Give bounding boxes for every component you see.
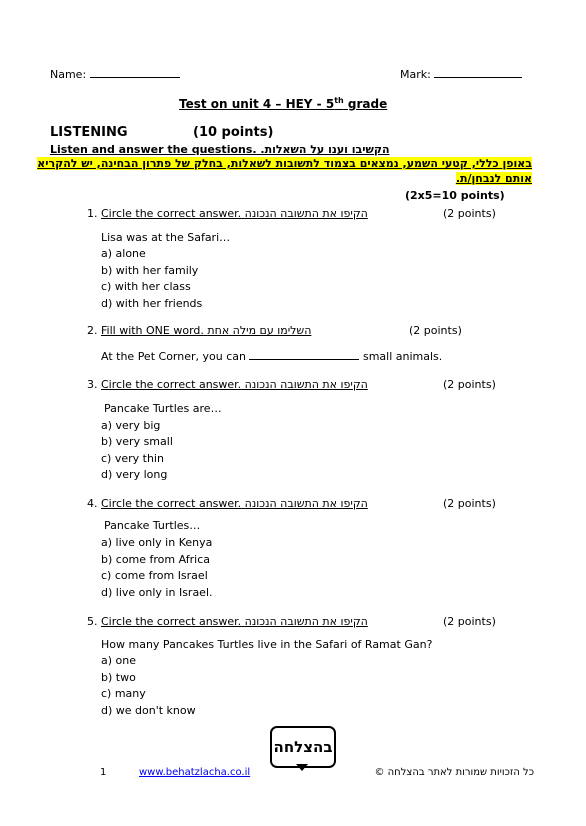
mark-blank[interactable] — [434, 77, 522, 78]
question-number: 4. — [87, 497, 98, 510]
question-4-stem: Pancake Turtles… — [104, 519, 201, 532]
title-main: Test on unit 4 – HEY - 5 — [179, 97, 335, 111]
page-title — [179, 96, 387, 111]
question-1-option-d[interactable]: d) with her friends — [101, 297, 203, 310]
question-5-stem: How many Pancakes Turtles live in the Safari of Ramat Gan? — [101, 638, 433, 651]
question-number: 2. — [87, 324, 98, 337]
name-line — [50, 68, 180, 81]
name-blank[interactable] — [90, 77, 180, 78]
logo-text: בהצלחה — [273, 738, 333, 756]
copyright-notice: כל הזכויות שמורות לאתר בהצלחה © — [374, 767, 534, 778]
question-instruction: Circle the correct answer. הקיפו את התשובה הנכונה — [101, 615, 368, 628]
title-sup: th — [334, 96, 344, 105]
question-1-stem: Lisa was at the Safari… — [101, 231, 231, 244]
sentence-after: small animals. — [362, 350, 443, 363]
teacher-note-line1: באופן כללי, קטעי השמע, נמצאים בצמוד לתשובות לשאלות, בחלק של פתרון הבחינה, יש להקריא — [37, 157, 532, 170]
website-link[interactable]: www.behatzlacha.co.il — [139, 767, 251, 778]
question-3-option-c[interactable]: c) very thin — [101, 452, 164, 465]
section-title: LISTENING — [50, 125, 128, 140]
question-number: 5. — [87, 615, 98, 628]
question-4-option-b[interactable]: b) come from Africa — [101, 553, 210, 566]
question-3-points: (2 points) — [443, 378, 496, 391]
behatzlacha-logo — [270, 726, 336, 768]
question-instruction: Fill with ONE word. השלימו עם מילה אחת — [101, 324, 312, 337]
question-5-option-b[interactable]: b) two — [101, 671, 136, 684]
question-2-header — [87, 324, 311, 337]
title-suffix: grade — [343, 97, 388, 111]
question-2-sentence — [101, 350, 442, 363]
question-5-points: (2 points) — [443, 615, 496, 628]
question-number: 3. — [87, 378, 98, 391]
question-4-option-a[interactable]: a) live only in Kenya — [101, 536, 213, 549]
question-1-option-c[interactable]: c) with her class — [101, 280, 191, 293]
question-3-stem: Pancake Turtles are… — [104, 402, 222, 415]
instruction-en: Listen and answer the questions. — [50, 143, 257, 156]
name-label: Name: — [50, 68, 87, 81]
question-5-header — [87, 615, 368, 628]
question-4-header — [87, 497, 368, 510]
question-3-option-d[interactable]: d) very long — [101, 468, 168, 481]
question-2-points: (2 points) — [409, 324, 462, 337]
question-3-option-b[interactable]: b) very small — [101, 435, 173, 448]
question-2-answer-blank[interactable] — [249, 359, 359, 360]
question-3-header — [87, 378, 368, 391]
question-4-points: (2 points) — [443, 497, 496, 510]
logo-speech-tail — [296, 764, 308, 771]
instruction-he: הקשיבו וענו על השאלות. — [260, 143, 390, 156]
question-instruction: Circle the correct answer. הקיפו את התשובה הנכונה — [101, 207, 368, 220]
question-1-header — [87, 207, 368, 220]
page-number: 1 — [100, 767, 107, 778]
section-instruction — [50, 143, 390, 156]
question-5-option-c[interactable]: c) many — [101, 687, 146, 700]
section-points: (10 points) — [193, 125, 274, 140]
sentence-before: At the Pet Corner, you can — [101, 350, 246, 363]
question-1-option-a[interactable]: a) alone — [101, 247, 146, 260]
scoring-note: (2x5=10 points) — [405, 189, 505, 202]
mark-line — [400, 68, 522, 81]
mark-label: Mark: — [400, 68, 431, 81]
teacher-note-line2: אותם לנבחן/ת. — [455, 172, 532, 185]
question-1-option-b[interactable]: b) with her family — [101, 264, 199, 277]
question-5-option-d[interactable]: d) we don't know — [101, 704, 196, 717]
question-1-points: (2 points) — [443, 207, 496, 220]
question-4-option-d[interactable]: d) live only in Israel. — [101, 586, 213, 599]
question-number: 1. — [87, 207, 98, 220]
question-4-option-c[interactable]: c) come from Israel — [101, 569, 208, 582]
question-instruction: Circle the correct answer. הקיפו את התשובה הנכונה — [101, 378, 368, 391]
question-instruction: Circle the correct answer. הקיפו את התשובה הנכונה — [101, 497, 368, 510]
question-5-option-a[interactable]: a) one — [101, 654, 136, 667]
question-3-option-a[interactable]: a) very big — [101, 419, 161, 432]
